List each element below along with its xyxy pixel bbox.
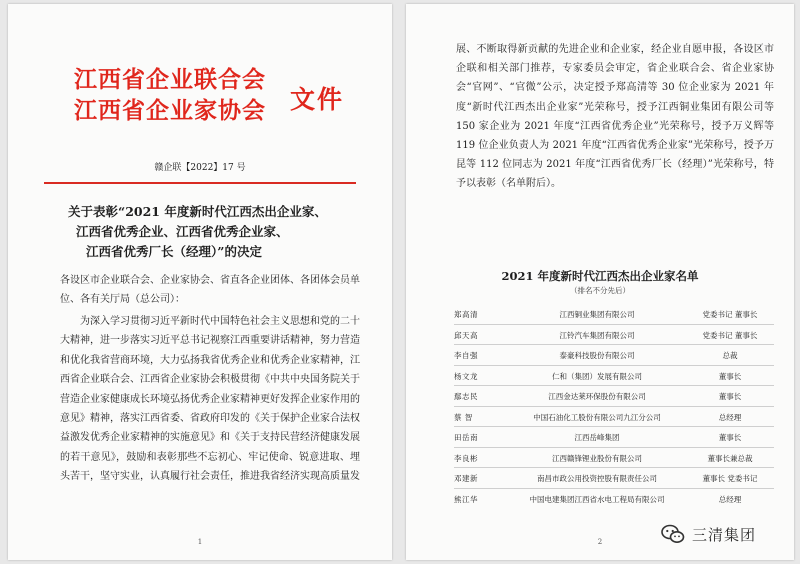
awardee-position: 总裁 [722, 351, 738, 360]
issuer-line-1: 江西省企业联合会 [74, 66, 266, 93]
list-row [454, 427, 774, 448]
title-line-1: 关于表彰“2021 年度新时代江西杰出企业家、 [68, 204, 327, 219]
awardee-position: 董事长 [718, 371, 742, 381]
awardee-company: 仁和（集团）发展有限公司 [552, 371, 642, 381]
list-row [454, 448, 774, 469]
list-subtitle: （排名不分先后） [570, 286, 630, 295]
list-row [454, 386, 774, 407]
awardee-name: 杨文龙 [454, 371, 478, 381]
awardee-name: 邱天高 [454, 330, 478, 340]
awardee-name: 邓建新 [454, 474, 478, 483]
awardee-name: 鄢志民 [454, 392, 478, 401]
awardee-company: 江铃汽车集团有限公司 [559, 330, 635, 340]
awardee-position: 党委书记 董事长 [702, 310, 758, 319]
awardee-position: 总经理 [718, 494, 742, 504]
awardee-name: 田岳南 [454, 433, 478, 442]
issuer-line-2: 江西省企业家协会 [74, 97, 266, 124]
document-label: 文件 [290, 85, 345, 114]
list-title: 2021 年度新时代江西杰出企业家名单 [501, 269, 699, 283]
awardee-company: 中国石油化工股份有限公司九江分公司 [533, 412, 661, 422]
watermark [660, 514, 794, 554]
list-row [454, 366, 774, 387]
list-row [454, 304, 774, 325]
list-row [454, 345, 774, 366]
awardee-name: 熊江华 [454, 494, 478, 504]
body-paragraph: 为深入学习贯彻习近平新时代中国特色社会主义思想和党的二十大精神，进一步落实习近平总书记视察江西重要讲话精神，努力营造和优化我省营商环境，大力弘扬我省优秀企业和优秀企业家精神，江西省企业联合会、江西省企业家协会积极贯彻《中共中央国务院关于营造企业家健康成长环境弘扬优秀企业家精神更好发挥企业家作用的意见》精神，落实江西省委、省政府印发的《关于保护企业家合法权益激发优秀企业家精神的实施意见》和《关于支持民营经济健康发展的若干意见》，鼓励和表彰那些不忘初心、牢记使命、锐意进取、埋头苦干，坚守实业，认真履行社会责任，推进我省经济实现高质量发 [60, 316, 360, 483]
body-paragraph-continued: 展、不断取得新贡献的先进企业和企业家，经企业自愿申报，各设区市企联和相关部门推荐，专家委员会审定，省企业联合会、省企业家协会“官网”、“官微”公示，决定授予郑高清等 30 位企业家为 2021 年度“新时代江西杰出企业家”光荣称号，授予江西铜业集团有限公司等 150 家企业为 2021 年度“江西省优秀企业”光荣称号，授予万义辉等 119 位企业负责人为 2021 年度“江西省优秀企业家”光荣称号，授予万昆等 112 位同志为 2021 年度“江西省优秀厂长（经理）”光荣称号，特予以表彰（名单附后）。 [456, 44, 774, 190]
list-row [454, 407, 774, 428]
awardee-company: 中国电建集团江西省水电工程局有限公司 [529, 494, 665, 504]
list-row [454, 468, 774, 489]
document-title [68, 202, 358, 262]
document-page-2 [406, 4, 794, 560]
awardee-position: 总经理 [718, 412, 742, 422]
awardee-name: 蔡 智 [454, 412, 473, 422]
awardee-name: 李自强 [454, 351, 478, 360]
list-row [454, 489, 774, 510]
addressee: 各设区市企业联合会、企业家协会、省直各企业团体、各团体会员单位、各有关厅局（总公司）： [60, 275, 360, 305]
awardee-name: 李良彬 [454, 453, 478, 463]
awardee-company: 江西赣锋锂业股份有限公司 [552, 453, 642, 463]
awardee-company: 江西金达莱环保股份有限公司 [548, 392, 646, 401]
awardee-company: 南昌市政公用投资控股有限责任公司 [537, 474, 657, 483]
title-line-2: 江西省优秀企业、江西省优秀企业家、 [76, 224, 289, 239]
issuer-block [74, 64, 266, 126]
awardee-company: 江西岳峰集团 [574, 433, 620, 442]
page-number: 2 [597, 538, 603, 546]
red-divider [44, 182, 356, 184]
awardee-company: 泰豪科技股份有限公司 [559, 351, 635, 360]
awardee-position: 董事长 党委书记 [702, 474, 758, 483]
awardee-position: 董事长 [718, 433, 742, 442]
awardee-company: 江西铜业集团有限公司 [559, 310, 635, 319]
list-row [454, 325, 774, 346]
wechat-icon [660, 521, 686, 547]
page-number: 1 [197, 538, 203, 546]
awardee-name: 郑高清 [454, 310, 478, 319]
document-page-1 [8, 4, 392, 560]
watermark-text: 三清集团 [692, 525, 757, 544]
awardee-position: 党委书记 董事长 [702, 330, 758, 340]
title-line-3: 江西省优秀厂长（经理）”的决定 [86, 244, 262, 259]
awardee-position: 董事长兼总裁 [707, 453, 753, 463]
awardee-position: 董事长 [718, 392, 742, 401]
document-number: 赣企联【2022】17 号 [154, 163, 246, 173]
awardee-list [454, 304, 774, 509]
